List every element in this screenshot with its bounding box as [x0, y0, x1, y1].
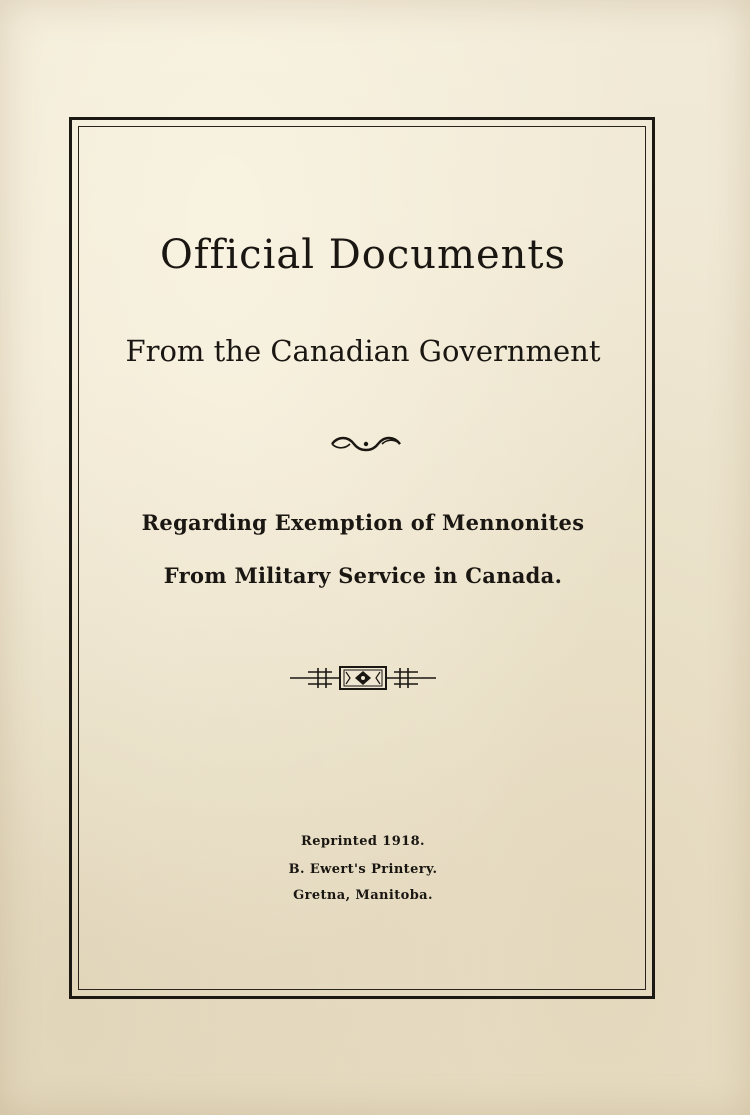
purpose-line-1: Regarding Exemption of Mennonites [141, 510, 585, 535]
imprint-printer: B. Ewert's Printery. [288, 862, 438, 877]
imprint-reprint-year: Reprinted 1918. [300, 834, 425, 849]
cover-subtitle: From the Canadian Government [125, 334, 601, 368]
rule-ornament-icon [288, 664, 438, 692]
cover-title: Official Documents [159, 232, 567, 278]
purpose-line-2: From Military Service in Canada. [163, 563, 563, 588]
imprint-place: Gretna, Manitoba. [293, 888, 433, 903]
scroll-ornament-icon [328, 434, 404, 454]
